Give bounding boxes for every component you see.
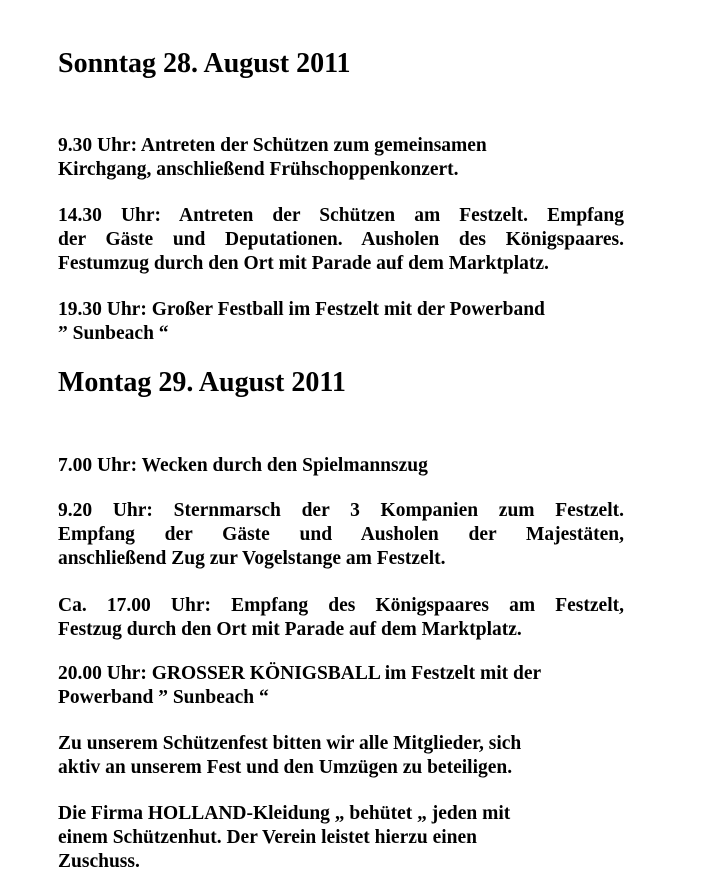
schedule-paragraph-monday-1700 — [58, 594, 624, 642]
text-line: Kirchgang, anschließend Frühschoppenkonzert. — [58, 159, 459, 180]
schedule-paragraph-sunday-0930 — [58, 134, 487, 182]
text-line: 9.30 Uhr: Antreten der Schützen zum gemeinsamen — [58, 135, 487, 156]
text-line: 9.20 Uhr: Sternmarsch der 3 Kompanien zum Festzelt. — [58, 500, 624, 521]
text-line: 20.00 Uhr: GROSSER KÖNIGSBALL im Festzelt mit der — [58, 663, 542, 684]
text-line: der Gäste und Deputationen. Ausholen des Königspaares. — [58, 229, 624, 250]
text-line: Empfang der Gäste und Ausholen der Majestäten, — [58, 524, 624, 545]
sponsor-paragraph — [58, 802, 510, 874]
day-heading-monday: Montag 29. August 2011 — [58, 367, 346, 398]
text-line: Zuschuss. — [58, 851, 140, 872]
day-heading-sunday: Sonntag 28. August 2011 — [58, 48, 351, 79]
text-line: Die Firma HOLLAND-Kleidung „ behütet „ jeden mit — [58, 803, 511, 824]
schedule-paragraph-monday-2000 — [58, 662, 541, 710]
text-line: Festumzug durch den Ort mit Parade auf dem Marktplatz. — [58, 253, 549, 274]
invitation-paragraph — [58, 732, 521, 780]
text-line: anschließend Zug zur Vogelstange am Festzelt. — [58, 548, 446, 569]
text-line: Ca. 17.00 Uhr: Empfang des Königspaares am Festzelt, — [58, 595, 624, 616]
text-line: 14.30 Uhr: Antreten der Schützen am Festzelt. Empfang — [58, 205, 624, 226]
text-line: Zu unserem Schützenfest bitten wir alle Mitglieder, sich — [58, 733, 522, 754]
schedule-paragraph-monday-0700 — [58, 454, 428, 478]
schedule-paragraph-monday-0920 — [58, 499, 624, 571]
schedule-paragraph-sunday-1430 — [58, 204, 624, 276]
text-line: ” Sunbeach “ — [58, 323, 169, 344]
schedule-paragraph-sunday-1930 — [58, 298, 545, 346]
text-line: einem Schützenhut. Der Verein leistet hierzu einen — [58, 827, 478, 848]
text-line: 19.30 Uhr: Großer Festball im Festzelt mit der Powerband — [58, 299, 545, 320]
text-line: Powerband ” Sunbeach “ — [58, 687, 269, 708]
text-line: Festzug durch den Ort mit Parade auf dem Marktplatz. — [58, 619, 522, 640]
text-line: aktiv an unserem Fest und den Umzügen zu beteiligen. — [58, 757, 513, 778]
text-line: 7.00 Uhr: Wecken durch den Spielmannszug — [58, 455, 428, 476]
